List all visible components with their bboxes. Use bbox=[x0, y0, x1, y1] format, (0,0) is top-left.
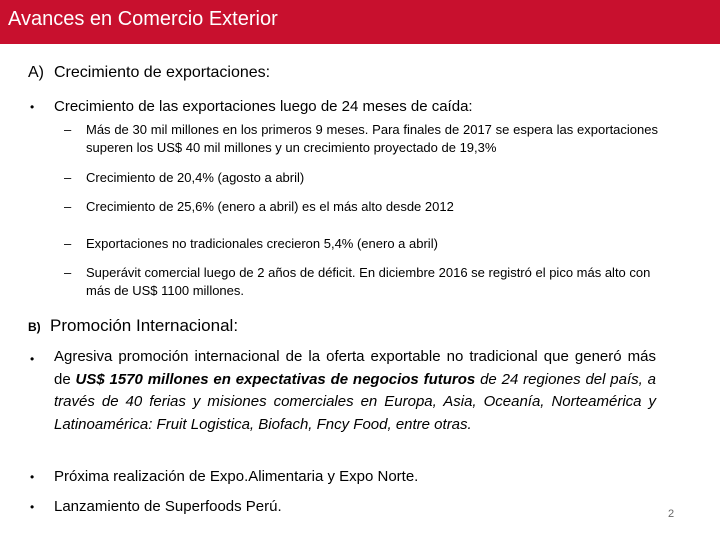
section-a-item-3 bbox=[64, 198, 658, 216]
section-a-item-2 bbox=[64, 169, 658, 187]
dash-icon: – bbox=[64, 265, 72, 280]
dash-icon: – bbox=[64, 170, 72, 185]
section-b-bullet-2 bbox=[30, 466, 670, 490]
bullet-icon: • bbox=[30, 352, 35, 366]
section-b-bullet-3 bbox=[30, 496, 670, 520]
section-a-item-4 bbox=[64, 235, 658, 253]
bullet-icon: • bbox=[30, 500, 35, 514]
section-a-title: Crecimiento de exportaciones: bbox=[54, 64, 271, 81]
slide-title: Avances en Comercio Exterior bbox=[8, 8, 278, 30]
section-a-item-text: Superávit comercial luego de 2 años de déficit. En diciembre 2016 se registró el pico más alto con más de US$ 1100 millones. bbox=[86, 265, 651, 298]
bullet-1-part2: de 24 regiones del país, a través de 40 ferias y misiones comerciales en Europa, Asia, Oceanía, Norteamérica y Latinoamérica: Fruit Logistica, Biofach, Fncy Food, entre otras. bbox=[54, 370, 656, 433]
section-a-item-text: Crecimiento de 25,6% (enero a abril) es el más alto desde 2012 bbox=[86, 199, 454, 214]
section-a-bullet bbox=[30, 96, 670, 120]
section-b-bullet-3-text: Lanzamiento de Superfoods Perú. bbox=[54, 498, 282, 515]
section-b-bullet-1-text bbox=[54, 346, 656, 436]
section-b-letter: B) bbox=[28, 320, 41, 334]
section-a-item-text: Crecimiento de 20,4% (agosto a abril) bbox=[86, 170, 305, 185]
bullet-1-emphasis: US$ 1570 millones en expectativas de negocios futuros bbox=[75, 370, 476, 388]
dash-icon: – bbox=[64, 199, 72, 214]
section-b-title: Promoción Internacional: bbox=[50, 316, 239, 335]
section-a-letter: A) bbox=[28, 64, 44, 81]
section-a-item-text: Más de 30 mil millones en los primeros 9 meses. Para finales de 2017 se espera las exportaciones superen los US$ 40 mil millones y un crecimiento proyectado de 19,3% bbox=[86, 122, 658, 155]
page-number: 2 bbox=[668, 508, 675, 520]
bullet-icon: • bbox=[30, 100, 35, 114]
bullet-icon: • bbox=[30, 470, 35, 484]
bullet-1-part1: Agresiva promoción internacional de la oferta exportable no tradicional que generó más de bbox=[54, 348, 656, 388]
section-a-item-text: Exportaciones no tradicionales crecieron 5,4% (enero a abril) bbox=[86, 236, 438, 251]
dash-icon: – bbox=[64, 122, 72, 137]
section-a-item-5 bbox=[64, 264, 658, 300]
section-b-bullet-2-text: Próxima realización de Expo.Alimentaria y Expo Norte. bbox=[54, 468, 419, 485]
dash-icon: – bbox=[64, 236, 72, 251]
section-b-heading bbox=[28, 316, 238, 336]
title-bar bbox=[0, 0, 720, 44]
section-a-bullet-text: Crecimiento de las exportaciones luego de 24 meses de caída: bbox=[54, 98, 473, 115]
section-a-heading bbox=[28, 64, 270, 82]
section-a-item-1 bbox=[64, 121, 658, 157]
